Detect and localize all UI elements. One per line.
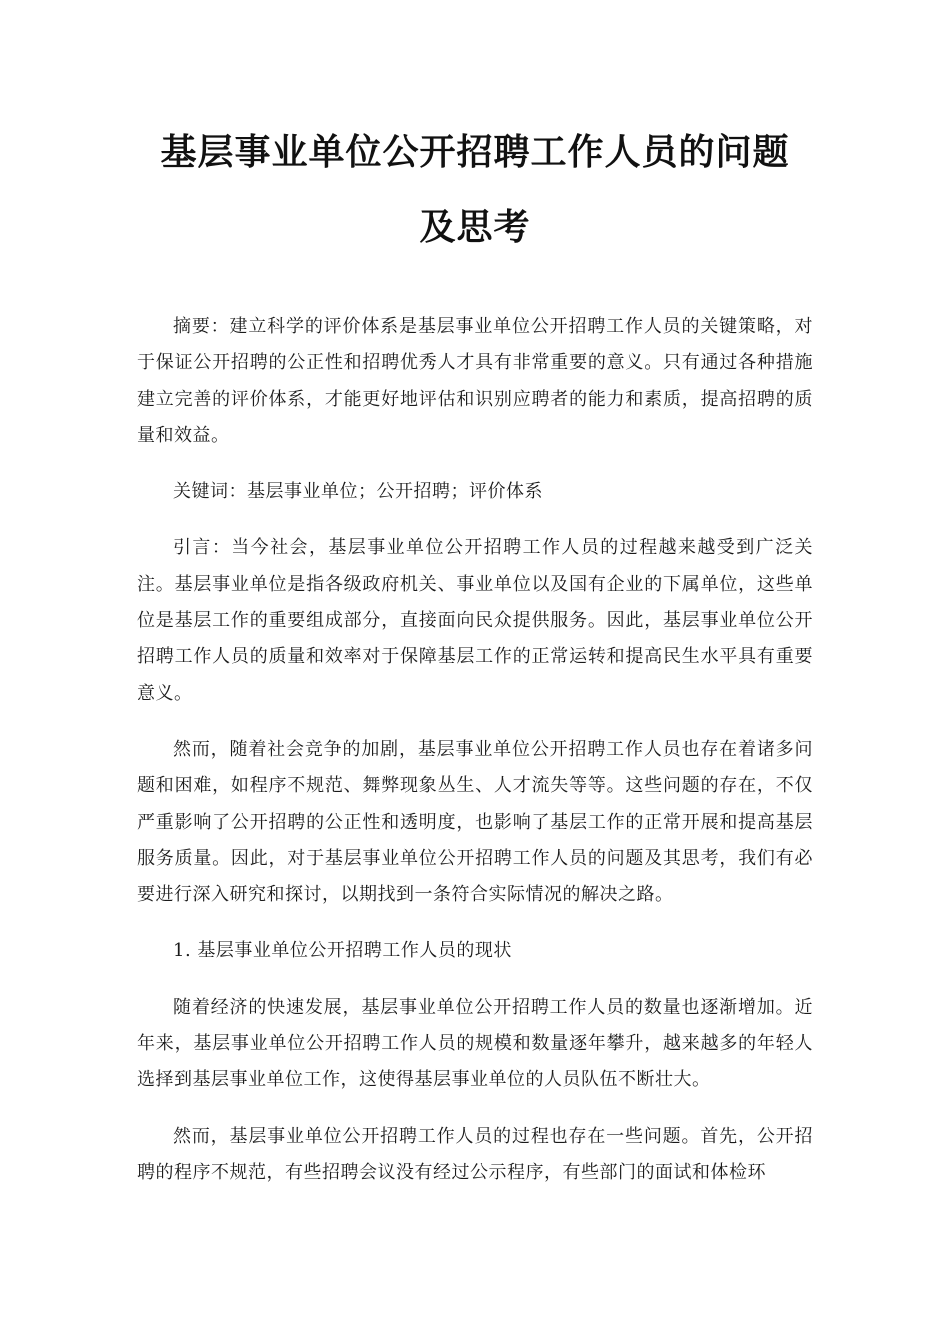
- document-title-line-1: 基层事业单位公开招聘工作人员的问题: [160, 132, 790, 173]
- abstract-paragraph: 摘要：建立科学的评价体系是基层事业单位公开招聘工作人员的关键策略，对于保证公开招聘的公正性和招聘优秀人才具有非常重要的意义。只有通过各种措施建立完善的评价体系，才能更好地评估和识别应聘者的能力和素质，提高招聘的质量和效益。: [137, 316, 813, 446]
- document-body: [137, 309, 813, 1211]
- problems-paragraph: 然而，随着社会竞争的加剧，基层事业单位公开招聘工作人员也存在着诸多问题和困难，如程序不规范、舞弊现象丛生、人才流失等等。这些问题的存在，不仅严重影响了公开招聘的公正性和透明度，也影响了基层工作的正常开展和提高基层服务质量。因此，对于基层事业单位公开招聘工作人员的问题及其思考，我们有必要进行深入研究和探讨，以期找到一条符合实际情况的解决之路。: [137, 738, 813, 906]
- status-paragraph: 随着经济的快速发展，基层事业单位公开招聘工作人员的数量也逐渐增加。近年来，基层事业单位公开招聘工作人员的规模和数量逐年攀升，越来越多的年轻人选择到基层事业单位工作，这使得基层事业单位的人员队伍不断壮大。: [137, 996, 813, 1091]
- keywords-paragraph: 关键词：基层事业单位；公开招聘；评价体系: [173, 481, 543, 503]
- document-title-line-2: 及思考: [419, 207, 531, 248]
- introduction-paragraph: 引言：当今社会，基层事业单位公开招聘工作人员的过程越来越受到广泛关注。基层事业单位是指各级政府机关、事业单位以及国有企业的下属单位，这些单位是基层工作的重要组成部分，直接面向民众提供服务。因此，基层事业单位公开招聘工作人员的质量和效率对于保障基层工作的正常运转和提高民生水平具有重要意义。: [137, 537, 813, 704]
- section-heading-1: 1. 基层事业单位公开招聘工作人员的现状: [173, 940, 512, 962]
- issues-paragraph: 然而，基层事业单位公开招聘工作人员的过程也存在一些问题。首先，公开招聘的程序不规范，有些招聘会议没有经过公示程序，有些部门的面试和体检环: [137, 1125, 813, 1183]
